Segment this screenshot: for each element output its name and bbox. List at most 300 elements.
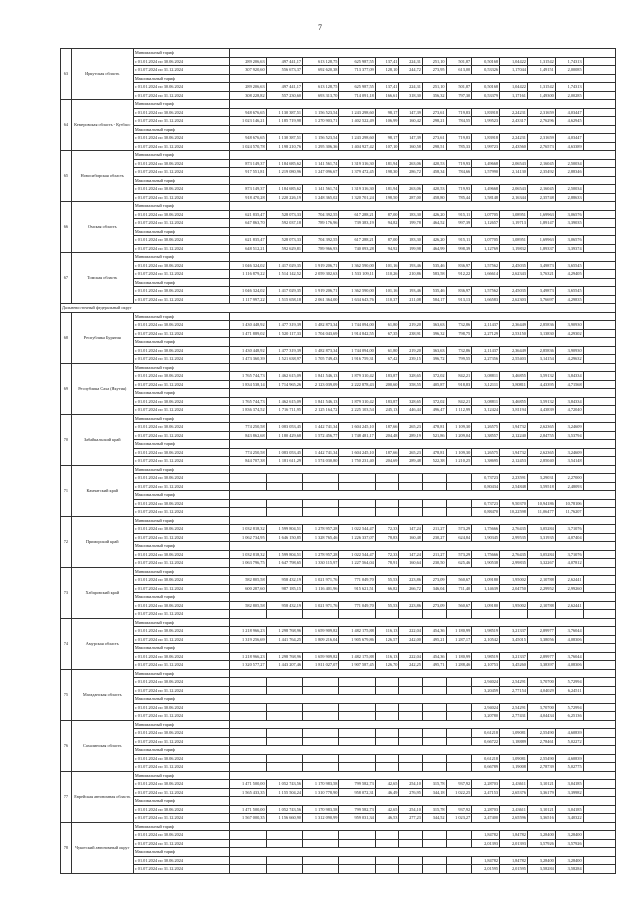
value-cell: 1,26575 xyxy=(472,448,500,457)
value-cell: 2,43611 xyxy=(500,780,528,789)
value-cell: 4,29632 xyxy=(555,355,583,364)
value-cell: 1,95002 xyxy=(500,601,528,610)
tariff-row xyxy=(61,117,616,126)
value-cell: 2,85040 xyxy=(527,457,555,466)
value-cell: 2,65376 xyxy=(500,788,528,797)
value-cell: 1 219 080,96 xyxy=(266,168,302,177)
value-cell: 101,16 xyxy=(375,287,399,296)
value-cell: 1 046 324,02 xyxy=(230,287,266,296)
value-cell xyxy=(375,763,399,772)
tariff-row xyxy=(61,635,616,644)
value-cell: 254,10 xyxy=(399,805,423,814)
tariff-row xyxy=(61,814,616,823)
period-label: с 01.07.2024 по 31.12.2024 xyxy=(133,270,229,279)
value-cell: 3,84334 xyxy=(555,397,583,406)
tariff-row xyxy=(61,253,616,262)
value-cell: 2,99535 xyxy=(500,533,528,542)
period-label: с 01.07.2024 по 31.12.2024 xyxy=(133,533,229,542)
tariff-type-label: Минимальный тариф xyxy=(133,516,229,525)
value-cell: 5,02775 xyxy=(555,763,583,772)
tariff-row xyxy=(61,516,616,525)
tariff-row xyxy=(61,465,616,474)
value-cell: 560,67 xyxy=(446,601,472,610)
empty-cell xyxy=(583,91,615,100)
value-cell: 3,39374 xyxy=(555,244,583,253)
value-cell: 1 109,30 xyxy=(446,423,472,432)
empty-cell xyxy=(583,397,615,406)
value-cell: 1 765 744,73 xyxy=(230,372,266,381)
value-cell xyxy=(266,610,302,619)
value-cell: 704 392,55 xyxy=(303,236,339,245)
period-label: с 01.01.2024 по 30.06.2024 xyxy=(133,678,229,687)
value-cell: 1 130 387,51 xyxy=(266,108,302,117)
value-cell: 573,29 xyxy=(446,550,472,559)
value-cell xyxy=(266,508,302,517)
value-cell: 704 392,55 xyxy=(303,210,339,219)
value-cell: 193,46 xyxy=(399,287,423,296)
value-cell: 2,94024 xyxy=(472,678,500,687)
value-cell: 2,47400 xyxy=(472,814,500,823)
period-label: с 01.07.2024 по 31.12.2024 xyxy=(133,168,229,177)
tariff-row xyxy=(61,661,616,670)
value-cell: 3,46855 xyxy=(500,397,528,406)
period-label: с 01.07.2024 по 31.12.2024 xyxy=(133,406,229,415)
value-cell: 1 482 175,88 xyxy=(339,652,375,661)
value-cell: 583,58 xyxy=(422,270,446,279)
value-cell: 126,70 xyxy=(375,661,399,670)
value-cell: 1,08951 xyxy=(500,210,528,219)
value-cell: 198,50 xyxy=(375,193,399,202)
empty-cell xyxy=(583,627,615,636)
tariff-row xyxy=(61,270,616,279)
value-cell: 2,78739 xyxy=(527,763,555,772)
value-cell: 2,65596 xyxy=(500,814,528,823)
empty-cell xyxy=(583,865,615,874)
empty-cell xyxy=(230,618,616,627)
tariff-row xyxy=(61,193,616,202)
value-cell: 1 905 679,86 xyxy=(339,635,375,644)
value-cell: 495,71 xyxy=(422,661,446,670)
value-cell: 3,49873 xyxy=(527,287,555,296)
tariff-row xyxy=(61,440,616,449)
value-cell: 464,52 xyxy=(422,219,446,228)
value-cell: 3,10121 xyxy=(527,805,555,814)
empty-cell xyxy=(230,440,616,449)
tariff-row xyxy=(61,839,616,848)
empty-cell xyxy=(583,474,615,483)
tariff-row xyxy=(61,754,616,763)
period-label: с 01.07.2024 по 31.12.2024 xyxy=(133,508,229,517)
value-cell: 2,36449 xyxy=(500,321,528,330)
value-cell: 219,20 xyxy=(399,346,423,355)
value-cell: 458,80 xyxy=(422,193,446,202)
period-label: с 01.01.2024 по 30.06.2024 xyxy=(133,423,229,432)
tariff-row xyxy=(61,125,616,134)
empty-cell xyxy=(583,329,615,338)
value-cell: 4,43839 xyxy=(527,406,555,415)
empty-cell xyxy=(583,508,615,517)
value-cell: 42,65 xyxy=(375,805,399,814)
value-cell: 2,28703 xyxy=(472,780,500,789)
value-cell: 771 049,70 xyxy=(339,601,375,610)
value-cell: 106,99 xyxy=(375,117,399,126)
value-cell: 501,87 xyxy=(446,57,472,66)
empty-cell xyxy=(583,108,615,117)
value-cell xyxy=(422,686,446,695)
region-name: Омская область xyxy=(71,202,133,253)
value-cell: 2,10788 xyxy=(527,576,555,585)
value-cell: 286,72 xyxy=(399,168,423,177)
value-cell: 785,44 xyxy=(446,193,472,202)
period-label: с 01.01.2024 по 30.06.2024 xyxy=(133,287,229,296)
value-cell: 948 676,65 xyxy=(230,134,266,143)
value-cell: 1 298 768,96 xyxy=(266,627,302,636)
value-cell: 1 705 749,43 xyxy=(303,355,339,364)
value-cell: 1 417 029,35 xyxy=(266,287,302,296)
value-cell: 94,92 xyxy=(375,244,399,253)
value-cell: 1,95002 xyxy=(500,576,528,585)
tariff-row xyxy=(61,695,616,704)
value-cell: 3,76044 xyxy=(555,652,583,661)
value-cell: 1 243 298,60 xyxy=(339,108,375,117)
value-cell: 166,61 xyxy=(375,91,399,100)
region-name: Республика Саха (Якутия) xyxy=(71,363,133,414)
value-cell xyxy=(422,839,446,848)
value-cell: 0,53326 xyxy=(472,66,500,75)
value-cell: 72,33 xyxy=(375,525,399,534)
value-cell xyxy=(266,839,302,848)
tariff-row xyxy=(61,720,616,729)
value-cell: 0,88470 xyxy=(472,508,500,517)
value-cell xyxy=(399,474,423,483)
value-cell xyxy=(446,856,472,865)
value-cell: 137,41 xyxy=(375,83,399,92)
value-cell: 2,54848 xyxy=(500,482,528,491)
value-cell: 798,75 xyxy=(446,329,472,338)
region-number: 68 xyxy=(61,312,72,363)
value-cell: 251,10 xyxy=(422,57,446,66)
value-cell: 1 141 561,74 xyxy=(303,159,339,168)
region-name: Новосибирская область xyxy=(71,151,133,202)
value-cell xyxy=(446,678,472,687)
value-cell xyxy=(339,737,375,746)
period-label: с 01.01.2024 по 30.06.2024 xyxy=(133,754,229,763)
value-cell xyxy=(303,474,339,483)
value-cell: 719,93 xyxy=(446,159,472,168)
empty-cell xyxy=(230,338,616,347)
value-cell: 1,90538 xyxy=(472,559,500,568)
value-cell: 224,31 xyxy=(399,57,423,66)
value-cell: 42,65 xyxy=(375,780,399,789)
value-cell xyxy=(303,482,339,491)
empty-cell xyxy=(230,151,616,160)
value-cell: 1 287,17 xyxy=(446,635,472,644)
period-label: с 01.01.2024 по 30.06.2024 xyxy=(133,856,229,865)
value-cell xyxy=(303,754,339,763)
value-cell: 1 462 615,09 xyxy=(266,372,302,381)
value-cell xyxy=(303,499,339,508)
tariff-row xyxy=(61,499,616,508)
value-cell: 10,78106 xyxy=(555,499,583,508)
value-cell: 183,87 xyxy=(375,397,399,406)
value-cell: 181,94 xyxy=(375,159,399,168)
value-cell: 55,53 xyxy=(375,601,399,610)
tariff-row xyxy=(61,227,616,236)
value-cell: 625 987,55 xyxy=(339,83,375,92)
value-cell: 797,30 xyxy=(446,91,472,100)
period-label: с 01.01.2024 по 30.06.2024 xyxy=(133,83,229,92)
value-cell xyxy=(375,737,399,746)
value-cell xyxy=(375,508,399,517)
value-cell: 420,53 xyxy=(422,185,446,194)
value-cell: 1 210,25 xyxy=(446,457,472,466)
value-cell: 147,24 xyxy=(399,525,423,534)
value-cell: 625,46 xyxy=(446,559,472,568)
value-cell: 1,66583 xyxy=(472,295,500,304)
value-cell xyxy=(446,754,472,763)
value-cell: 3,13830 xyxy=(527,329,555,338)
empty-cell xyxy=(583,244,615,253)
region-name: Республика Бурятия xyxy=(71,312,133,363)
tariff-row xyxy=(61,848,616,857)
value-cell xyxy=(446,712,472,721)
region-number: 67 xyxy=(61,253,72,304)
tariff-row xyxy=(61,236,616,245)
empty-cell xyxy=(583,831,615,840)
value-cell: 110,37 xyxy=(375,295,399,304)
tariff-row xyxy=(61,380,616,389)
value-cell: 137,41 xyxy=(375,57,399,66)
value-cell: 3,71076 xyxy=(555,550,583,559)
period-label: с 01.07.2024 по 31.12.2024 xyxy=(133,763,229,772)
value-cell xyxy=(266,678,302,687)
value-cell xyxy=(266,737,302,746)
period-label: с 01.01.2024 по 30.06.2024 xyxy=(133,652,229,661)
value-cell: 2,43317 xyxy=(500,117,528,126)
value-cell: 87,00 xyxy=(375,236,399,245)
value-cell xyxy=(446,839,472,848)
value-cell: 420,53 xyxy=(422,159,446,168)
tariff-row xyxy=(61,763,616,772)
value-cell: 11,06477 xyxy=(527,508,555,517)
tariff-row xyxy=(61,601,616,610)
value-cell: 1 248 365,02 xyxy=(303,193,339,202)
tariff-row xyxy=(61,533,616,542)
period-label: с 01.07.2024 по 31.12.2024 xyxy=(133,584,229,593)
empty-cell xyxy=(583,686,615,695)
value-cell xyxy=(230,499,266,508)
value-cell: 3,49873 xyxy=(527,261,555,270)
empty-cell xyxy=(583,346,615,355)
value-cell: 1 278 957,28 xyxy=(303,525,339,534)
empty-cell xyxy=(583,236,615,245)
empty-cell xyxy=(583,457,615,466)
value-cell: 3,45015 xyxy=(500,635,528,644)
tariff-row xyxy=(61,822,616,831)
value-cell xyxy=(266,763,302,772)
empty-cell xyxy=(230,414,616,423)
empty-cell xyxy=(230,848,616,857)
tariff-type-label: Максимальный тариф xyxy=(133,848,229,857)
empty-cell xyxy=(583,661,615,670)
value-cell: 1 180,99 xyxy=(446,652,472,661)
value-cell: 1 021 971,76 xyxy=(303,601,339,610)
tariff-type-label: Минимальный тариф xyxy=(133,100,229,109)
value-cell xyxy=(339,712,375,721)
empty-cell xyxy=(583,814,615,823)
value-cell: 3,53794 xyxy=(555,431,583,440)
value-cell: 2,99835 xyxy=(500,559,528,568)
value-cell xyxy=(446,610,472,619)
value-cell: 160,48 xyxy=(399,533,423,542)
empty-cell xyxy=(583,678,615,687)
value-cell: 346,04 xyxy=(422,584,446,593)
value-cell: 94,82 xyxy=(375,219,399,228)
empty-cell xyxy=(583,763,615,772)
tariff-row xyxy=(61,261,616,270)
region-name: Забайкальский край xyxy=(71,414,133,465)
value-cell: 3,39982 xyxy=(555,788,583,797)
value-cell: 2 123 039,09 xyxy=(303,380,339,389)
value-cell: 1 184 685,62 xyxy=(266,185,302,194)
region-number: 71 xyxy=(61,465,72,516)
value-cell: 11,76207 xyxy=(555,508,583,517)
value-cell: 1 320 701,24 xyxy=(339,193,375,202)
value-cell: 3,54148 xyxy=(555,457,583,466)
value-cell xyxy=(375,499,399,508)
empty-cell xyxy=(583,168,615,177)
tariff-row xyxy=(61,491,616,500)
value-cell xyxy=(375,712,399,721)
tariff-row xyxy=(61,151,616,160)
value-cell xyxy=(446,763,472,772)
tariff-row xyxy=(61,448,616,457)
value-cell: 1 477 319,39 xyxy=(266,321,302,330)
value-cell: 613 128,75 xyxy=(303,57,339,66)
value-cell: 3,12111 xyxy=(472,380,500,389)
value-cell: 224,31 xyxy=(399,83,423,92)
value-cell xyxy=(303,856,339,865)
value-cell: 4,04434 xyxy=(527,712,555,721)
value-cell: 1 714 965,26 xyxy=(266,380,302,389)
tariff-row xyxy=(61,338,616,347)
value-cell xyxy=(375,703,399,712)
value-cell: 396,72 xyxy=(422,355,446,364)
empty-cell xyxy=(583,550,615,559)
region-name: Магаданская область xyxy=(71,669,133,720)
tariff-row xyxy=(61,627,616,636)
value-cell: 693 313,70 xyxy=(303,91,339,100)
value-cell: 244,72 xyxy=(399,66,423,75)
value-cell: 3,36516 xyxy=(527,814,555,823)
value-cell: 315,78 xyxy=(422,780,446,789)
value-cell xyxy=(339,763,375,772)
value-cell: 913,13 xyxy=(446,295,472,304)
value-cell: 1 462 615,09 xyxy=(266,397,302,406)
period-label: с 01.01.2024 по 30.06.2024 xyxy=(133,397,229,406)
value-cell: 1 841 546,13 xyxy=(303,372,339,381)
value-cell: 5,02272 xyxy=(555,737,583,746)
value-cell: 238,91 xyxy=(399,329,423,338)
value-cell: 3,65545 xyxy=(555,287,583,296)
value-cell: 1 379 472,45 xyxy=(339,168,375,177)
value-cell: 2,62303 xyxy=(500,295,528,304)
tariff-row xyxy=(61,610,616,619)
empty-cell xyxy=(230,253,616,262)
value-cell xyxy=(339,610,375,619)
tariff-row xyxy=(61,142,616,151)
value-cell: 1 032 818,32 xyxy=(230,550,266,559)
value-cell: 1 441 764,25 xyxy=(266,635,302,644)
empty-cell xyxy=(583,652,615,661)
value-cell xyxy=(446,508,472,517)
value-cell: 1,58148 xyxy=(472,193,500,202)
value-cell xyxy=(339,482,375,491)
region-number: 72 xyxy=(61,516,72,567)
value-cell: 915,11 xyxy=(446,210,472,219)
value-cell: 1,49300 xyxy=(527,91,555,100)
value-cell: 3,38056 xyxy=(527,635,555,644)
value-cell: 3,90930 xyxy=(555,346,583,355)
value-cell xyxy=(375,678,399,687)
empty-cell xyxy=(583,295,615,304)
value-cell xyxy=(399,499,423,508)
empty-cell xyxy=(583,270,615,279)
empty-cell xyxy=(583,83,615,92)
value-cell: 1 704 043,69 xyxy=(303,329,339,338)
value-cell: 4,07404 xyxy=(555,533,583,542)
period-label: с 01.07.2024 по 31.12.2024 xyxy=(133,482,229,491)
value-cell: 3,76697 xyxy=(527,295,555,304)
value-cell: 1 402 522,49 xyxy=(339,117,375,126)
value-cell: 1 209,04 xyxy=(446,431,472,440)
value-cell xyxy=(339,686,375,695)
empty-cell xyxy=(230,491,616,500)
tariff-type-label: Максимальный тариф xyxy=(133,440,229,449)
period-label: с 01.07.2024 по 31.12.2024 xyxy=(133,610,229,619)
value-cell: 3,06576 xyxy=(555,236,583,245)
period-label: с 01.07.2024 по 31.12.2024 xyxy=(133,431,229,440)
value-cell xyxy=(446,499,472,508)
period-label: с 01.01.2024 по 30.06.2024 xyxy=(133,236,229,245)
value-cell xyxy=(230,763,266,772)
value-cell xyxy=(422,474,446,483)
value-cell: 2,76435 xyxy=(500,550,528,559)
value-cell: 1,83918 xyxy=(472,134,500,143)
empty-cell xyxy=(230,125,616,134)
value-cell: 2,54291 xyxy=(500,678,528,687)
value-cell xyxy=(422,482,446,491)
value-cell: 3,58284 xyxy=(527,865,555,874)
value-cell: 2,50034 xyxy=(555,185,583,194)
value-cell xyxy=(422,865,446,874)
value-cell: 1 116 879,22 xyxy=(230,270,266,279)
empty-cell xyxy=(583,499,615,508)
value-cell: 1,04422 xyxy=(500,57,528,66)
empty-cell xyxy=(230,746,616,755)
value-cell: 1 744 094,00 xyxy=(339,321,375,330)
empty-cell xyxy=(230,644,616,653)
tariff-row xyxy=(61,176,616,185)
value-cell xyxy=(422,678,446,687)
value-cell: 223,86 xyxy=(399,601,423,610)
period-label: с 01.01.2024 по 30.06.2024 xyxy=(133,780,229,789)
value-cell: 1 156 660,90 xyxy=(266,814,302,823)
value-cell: 584,17 xyxy=(422,295,446,304)
period-label: с 01.07.2024 по 31.12.2024 xyxy=(133,712,229,721)
value-cell: 2,76296 xyxy=(527,117,555,126)
value-cell: 1 156 523,54 xyxy=(303,108,339,117)
